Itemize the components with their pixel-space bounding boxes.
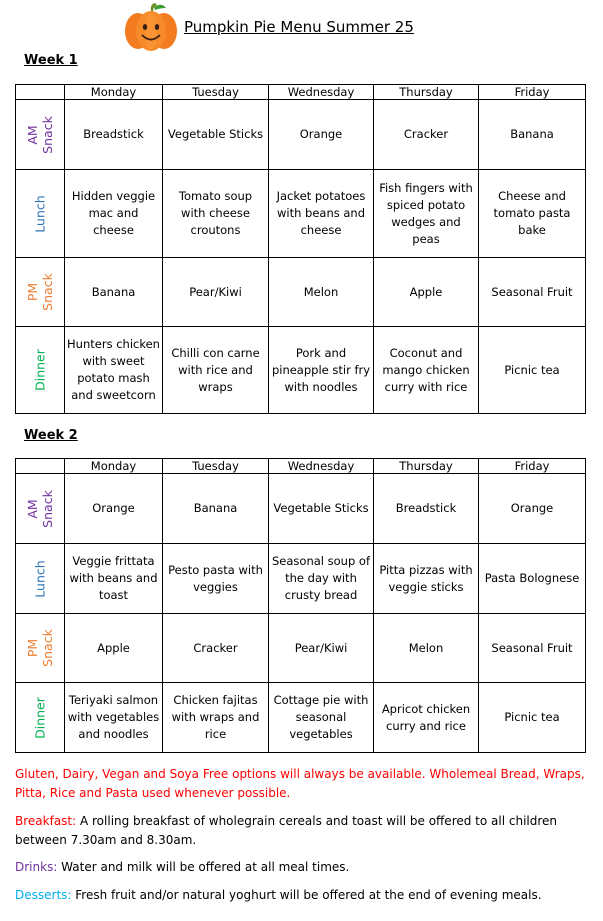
meal-cell: Apple [374, 258, 479, 327]
row-label-am-snack: AM Snack [16, 100, 65, 170]
meal-cell: Apple [65, 614, 163, 683]
allergen-note: Gluten, Dairy, Vegan and Soya Free options will always be available. Wholemeal Bread, Wraps, Pitta, Rice and Pasta used whenever possible. [15, 767, 585, 800]
meal-cell: Orange [269, 100, 374, 170]
meal-cell: Breadstick [374, 474, 479, 544]
row-label-dinner: Dinner [16, 683, 65, 753]
meal-cell: Pitta pizzas with veggie sticks [374, 544, 479, 614]
am-snack-row [16, 100, 586, 170]
meal-cell: Cracker [163, 614, 269, 683]
day-header: Friday [479, 85, 586, 100]
meal-cell: Seasonal Fruit [479, 614, 586, 683]
week-1-label: Week 1 [24, 53, 78, 68]
day-header: Thursday [374, 85, 479, 100]
page-title: Pumpkin Pie Menu Summer 25 [184, 18, 414, 36]
meal-cell: Vegetable Sticks [163, 100, 269, 170]
meal-cell: Chilli con carne with rice and wraps [163, 327, 269, 414]
meal-cell: Picnic tea [479, 327, 586, 414]
row-label-pm-snack: PM Snack [16, 258, 65, 327]
meal-cell: Chicken fajitas with wraps and rice [163, 683, 269, 753]
meal-cell: Melon [374, 614, 479, 683]
drinks-text: Water and milk will be offered at all meal times. [57, 860, 350, 874]
meal-cell: Pork and pineapple stir fry with noodles [269, 327, 374, 414]
drinks-note [15, 858, 590, 877]
lunch-row [16, 544, 586, 614]
meal-cell: Orange [479, 474, 586, 544]
dinner-row [16, 327, 586, 414]
meal-cell: Cottage pie with seasonal vegetables [269, 683, 374, 753]
meal-cell: Fish fingers with spiced potato wedges and peas [374, 170, 479, 258]
row-label-lunch: Lunch [16, 170, 65, 258]
pm-snack-row [16, 258, 586, 327]
breakfast-label: Breakfast: [15, 814, 77, 828]
meal-cell: Pear/Kiwi [269, 614, 374, 683]
meal-cell: Banana [163, 474, 269, 544]
row-label-dinner: Dinner [16, 327, 65, 414]
meal-cell: Pasta Bolognese [479, 544, 586, 614]
meal-cell: Tomato soup with cheese croutons [163, 170, 269, 258]
meal-cell: Jacket potatoes with beans and cheese [269, 170, 374, 258]
week-2-table [15, 458, 586, 753]
day-header-row [16, 459, 586, 474]
meal-cell: Orange [65, 474, 163, 544]
day-header: Tuesday [163, 459, 269, 474]
day-header: Thursday [374, 459, 479, 474]
meal-cell: Veggie frittata with beans and toast [65, 544, 163, 614]
meal-cell: Seasonal Fruit [479, 258, 586, 327]
meal-cell: Hunters chicken with sweet potato mash and sweetcorn [65, 327, 163, 414]
day-header: Friday [479, 459, 586, 474]
drinks-label: Drinks: [15, 860, 58, 874]
meal-cell: Breadstick [65, 100, 163, 170]
meal-cell: Seasonal soup of the day with crusty bread [269, 544, 374, 614]
day-header-row [16, 85, 586, 100]
meal-cell: Teriyaki salmon with vegetables and noodles [65, 683, 163, 753]
lunch-row [16, 170, 586, 258]
dinner-row [16, 683, 586, 753]
meal-cell: Hidden veggie mac and cheese [65, 170, 163, 258]
desserts-text: Fresh fruit and/or natural yoghurt will be offered at the end of evening meals. [71, 888, 542, 902]
meal-cell: Banana [65, 258, 163, 327]
meal-cell: Vegetable Sticks [269, 474, 374, 544]
row-label-am-snack: AM Snack [16, 474, 65, 544]
desserts-label: Desserts: [15, 888, 72, 902]
meal-cell: Banana [479, 100, 586, 170]
menu-header [0, 0, 603, 56]
day-header: Wednesday [269, 85, 374, 100]
row-label-pm-snack: PM Snack [16, 614, 65, 683]
breakfast-text: A rolling breakfast of wholegrain cereals and toast will be offered to all children between 7.30am and 8.30am. [15, 814, 558, 847]
week-1-table [15, 84, 586, 414]
breakfast-note [15, 812, 590, 850]
meal-cell: Pear/Kiwi [163, 258, 269, 327]
day-header: Monday [65, 459, 163, 474]
meal-cell: Melon [269, 258, 374, 327]
meal-cell: Cracker [374, 100, 479, 170]
meal-cell: Picnic tea [479, 683, 586, 753]
meal-cell: Cheese and tomato pasta bake [479, 170, 586, 258]
day-header: Tuesday [163, 85, 269, 100]
pm-snack-row [16, 614, 586, 683]
pumpkin-icon [124, 2, 178, 52]
day-header: Monday [65, 85, 163, 100]
am-snack-row [16, 474, 586, 544]
week-2-label: Week 2 [24, 428, 78, 443]
row-label-lunch: Lunch [16, 544, 65, 614]
meal-cell: Apricot chicken curry and rice [374, 683, 479, 753]
day-header: Wednesday [269, 459, 374, 474]
meal-cell: Coconut and mango chicken curry with rice [374, 327, 479, 414]
desserts-note [15, 886, 590, 905]
meal-cell: Pesto pasta with veggies [163, 544, 269, 614]
